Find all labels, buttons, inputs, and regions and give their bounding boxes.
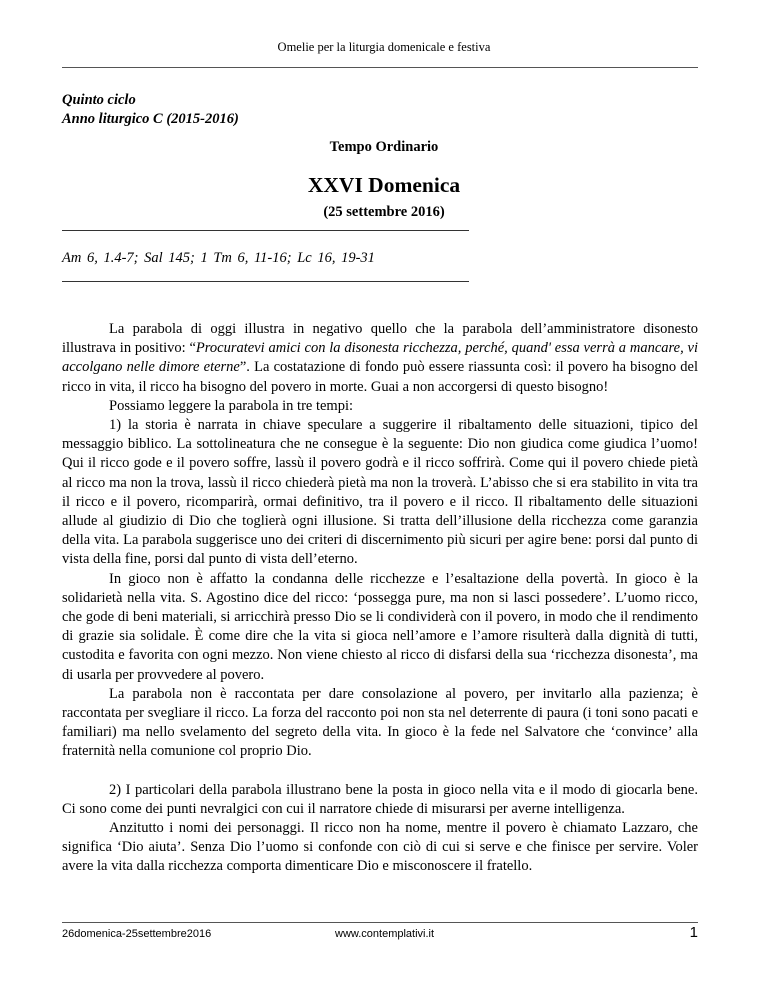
season-heading: Tempo Ordinario — [329, 139, 439, 155]
footer-divider — [62, 922, 698, 923]
footer-filename: 26domenica-25settembre2016 — [62, 928, 212, 940]
paragraph: Possiamo leggere la parabola in tre tempi: — [109, 397, 354, 414]
readings-rule-top — [62, 230, 469, 231]
homily-body — [62, 320, 698, 877]
liturgical-year-label: Anno liturgico C (2015-2016) — [62, 111, 239, 127]
paragraph: 2) I particolari della parabola illustrano bene la posta in gioco nella vita e il modo di giocarla bene. Ci sono come dei punti nevralgici con cui il narratore chiede di misurarsi per averne intelligenza. — [62, 781, 698, 817]
paragraph: Anzitutto i nomi dei personaggi. Il ricco non ha nome, mentre il povero è chiamato Lazzaro, che significa ‘Dio aiuta’. Senza Dio l’uomo si confonde con ciò di cui si serve e che finisce per servire. Voler avere la vita dalla ricchezza comporta dimenticare Dio e misconoscere il fratello. — [62, 820, 698, 875]
cycle-block — [62, 91, 239, 129]
paragraph: La parabola non è raccontata per dare consolazione al povero, per invitarlo alla pazienza; è raccontata per svegliare il ricco. La forza del racconto poi non sta nel deterrente di paura (i toni sono pacati e familiari) ma nello svelamento del segreto della vita. In gioco è la fede nel Salvatore che ‘convince’ alla fraternità nella comunione col proprio Dio. — [62, 685, 698, 760]
gospel-quote: Procuratevi amici con la disonesta ricchezza, perché, quand' essa verrà a mancare, vi accolgano nelle dimore eterne — [62, 340, 698, 376]
paragraph: La parabola di oggi illustra in negativo quello che la parabola dell’amministratore disonesto illustrava in positivo: “Procuratevi amici con la disonesta ricchezza, perché, quand' essa verrà a mancare, vi accolgano nelle dimore eterne”. La costatazione di fondo può essere riassunta così: il povero ha bisogno del ricco in vita, il ricco ha bisogno del povero in morte. Guai a non accorgersi di questo bisogno! — [62, 321, 698, 395]
date-subtitle: (25 settembre 2016) — [323, 204, 445, 220]
page-title: XXVI Domenica — [307, 173, 461, 197]
readings-rule-bottom — [62, 281, 469, 282]
header-divider — [62, 67, 698, 68]
cycle-label: Quinto ciclo — [62, 92, 136, 108]
paragraph: 1) la storia è narrata in chiave speculare a suggerire il ribaltamento delle situazioni, tipico del messaggio biblico. La sottolineatura che ne consegue è la seguente: Dio non giudica come giudica l’uomo! Qui il ricco gode e il povero soffre, lassù il povero godrà e il ricco soffrirà. Come qui il povero chiede pietà al ricco ma non la trova, lassù il ricco chiederà pietà ma non la troverà. L’abisso che si era stabilito in vita tra il ricco e il povero, ricomparirà, ormai definitivo, tra il povero e il ricco. Il ribaltamento delle situazioni allude al giudizio di Dio che toglierà ogni illusione. Si tratta dell’illusione della ricchezza come garanzia della vita. La parabola suggerisce uno dei criteri di discernimento più sicuri per agire bene: porsi dal punto di vista della fine, porsi dal punto di vista dell’eterno. — [62, 417, 698, 568]
footer-website: www.contemplativi.it — [335, 928, 435, 940]
scripture-readings: Am 6, 1.4-7; Sal 145; 1 Tm 6, 11-16; Lc 16, 19-31 — [62, 250, 375, 266]
page-number: 1 — [689, 924, 698, 941]
paragraph: In gioco non è affatto la condanna delle ricchezze e l’esaltazione della povertà. In gioco è la solidarietà nella vita. S. Agostino dice del ricco: ‘possegga pure, ma non si lasci possedere’. L’uomo ricco, che gode di beni materiali, si arricchirà presso Dio se li condividerà con il povero, in modo che il rendimento di grazie sia solidale. È come dire che la vita si gioca nell’amore e l’amore risulterà dalla dignità di tutti, custodita e favorita con ogni mezzo. Non viene chiesto al ricco di disfarsi della sua ‘ricchezza disonesta’, ma di usarla per provvedere al povero. — [62, 570, 698, 683]
running-header: Omelie per la liturgia domenicale e festiva — [277, 40, 491, 54]
